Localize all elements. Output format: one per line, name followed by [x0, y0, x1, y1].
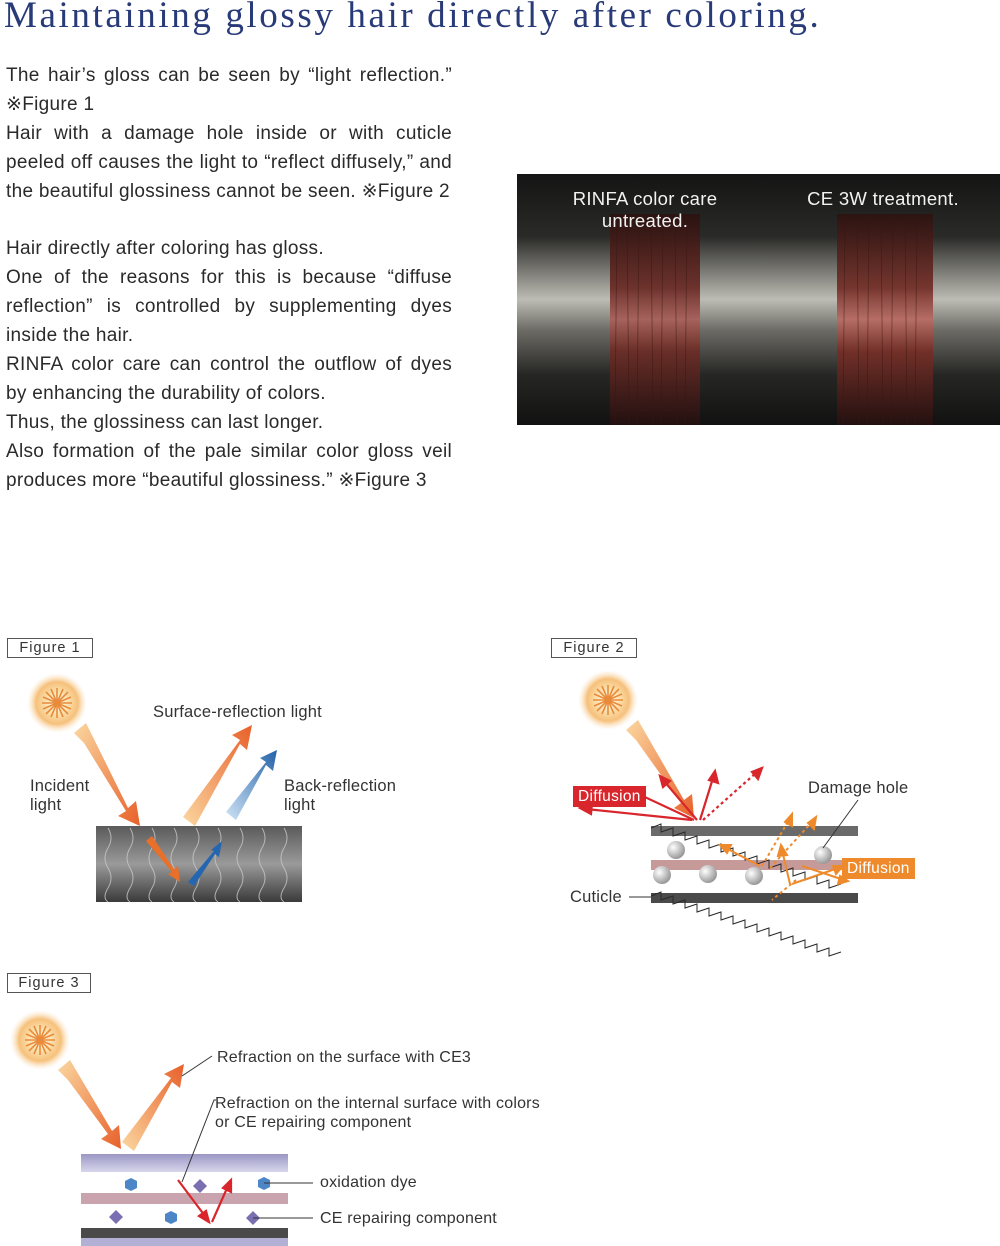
back-reflection-label: Back-reflection light [284, 777, 397, 814]
figure3-sun-icon [10, 1010, 70, 1070]
paragraph: Hair directly after coloring has gloss. [6, 238, 324, 260]
paragraph: RINFA color care can control the outflow of dyes by enhancing the durability of colors. [6, 354, 452, 404]
damage-hole-label: Damage hole [808, 779, 909, 797]
page-title: Maintaining glossy hair directly after coloring. [4, 0, 822, 36]
incident-light-label: Incident light [30, 777, 90, 814]
ce-repairing-label: CE repairing component [320, 1210, 497, 1227]
paragraph: The hair’s gloss can be seen by “light reflection.” ※Figure 1 [6, 65, 452, 115]
cuticle-label: Cuticle [570, 888, 622, 906]
paragraph: Also formation of the pale similar color gloss veil produces more “beautiful glossiness.” ※Figure 3 [6, 440, 452, 491]
figure3-incident-arrow [58, 1060, 121, 1149]
refraction-internal-label: Refraction on the internal surface with colors or CE repairing component [215, 1095, 540, 1131]
oxidation-dye-label: oxidation dye [320, 1174, 417, 1191]
figure1-sun-icon [27, 673, 87, 733]
figure3-hair-layers [81, 1154, 288, 1246]
refraction-surface-label: Refraction on the surface with CE3 [217, 1049, 472, 1066]
figure1-tag: Figure 1 [7, 638, 93, 658]
paragraph: Thus, the glossiness can last longer. [6, 411, 324, 433]
paragraph: One of the reasons for this is because “diffuse reflection” is controlled by supplementing dyes inside the hair. [6, 267, 452, 347]
photo-label-treated: CE 3W treatment. [807, 188, 959, 209]
figure2-tag: Figure 2 [551, 638, 637, 658]
figure3-tag: Figure 3 [7, 973, 91, 993]
surface-reflection-arrow [183, 725, 252, 826]
figure3-refraction-arrow [122, 1064, 184, 1151]
damage-hole-leader [823, 800, 858, 848]
photo-label-untreated: RINFA color care untreated. [572, 188, 718, 231]
surface-reflection-label: Surface-reflection light [153, 703, 322, 721]
diffusion-badge-red: Diffusion [573, 786, 646, 807]
figure2-sun-icon [578, 670, 638, 730]
back-reflection-arrow [226, 750, 277, 820]
paragraph: Hair with a damage hole inside or with cuticle peeled off causes the light to “reflect diffusely,” and the beautiful glossiness cannot be seen. ※Figure 2 [6, 122, 452, 202]
diffusion-badge-orange: Diffusion [842, 858, 915, 879]
